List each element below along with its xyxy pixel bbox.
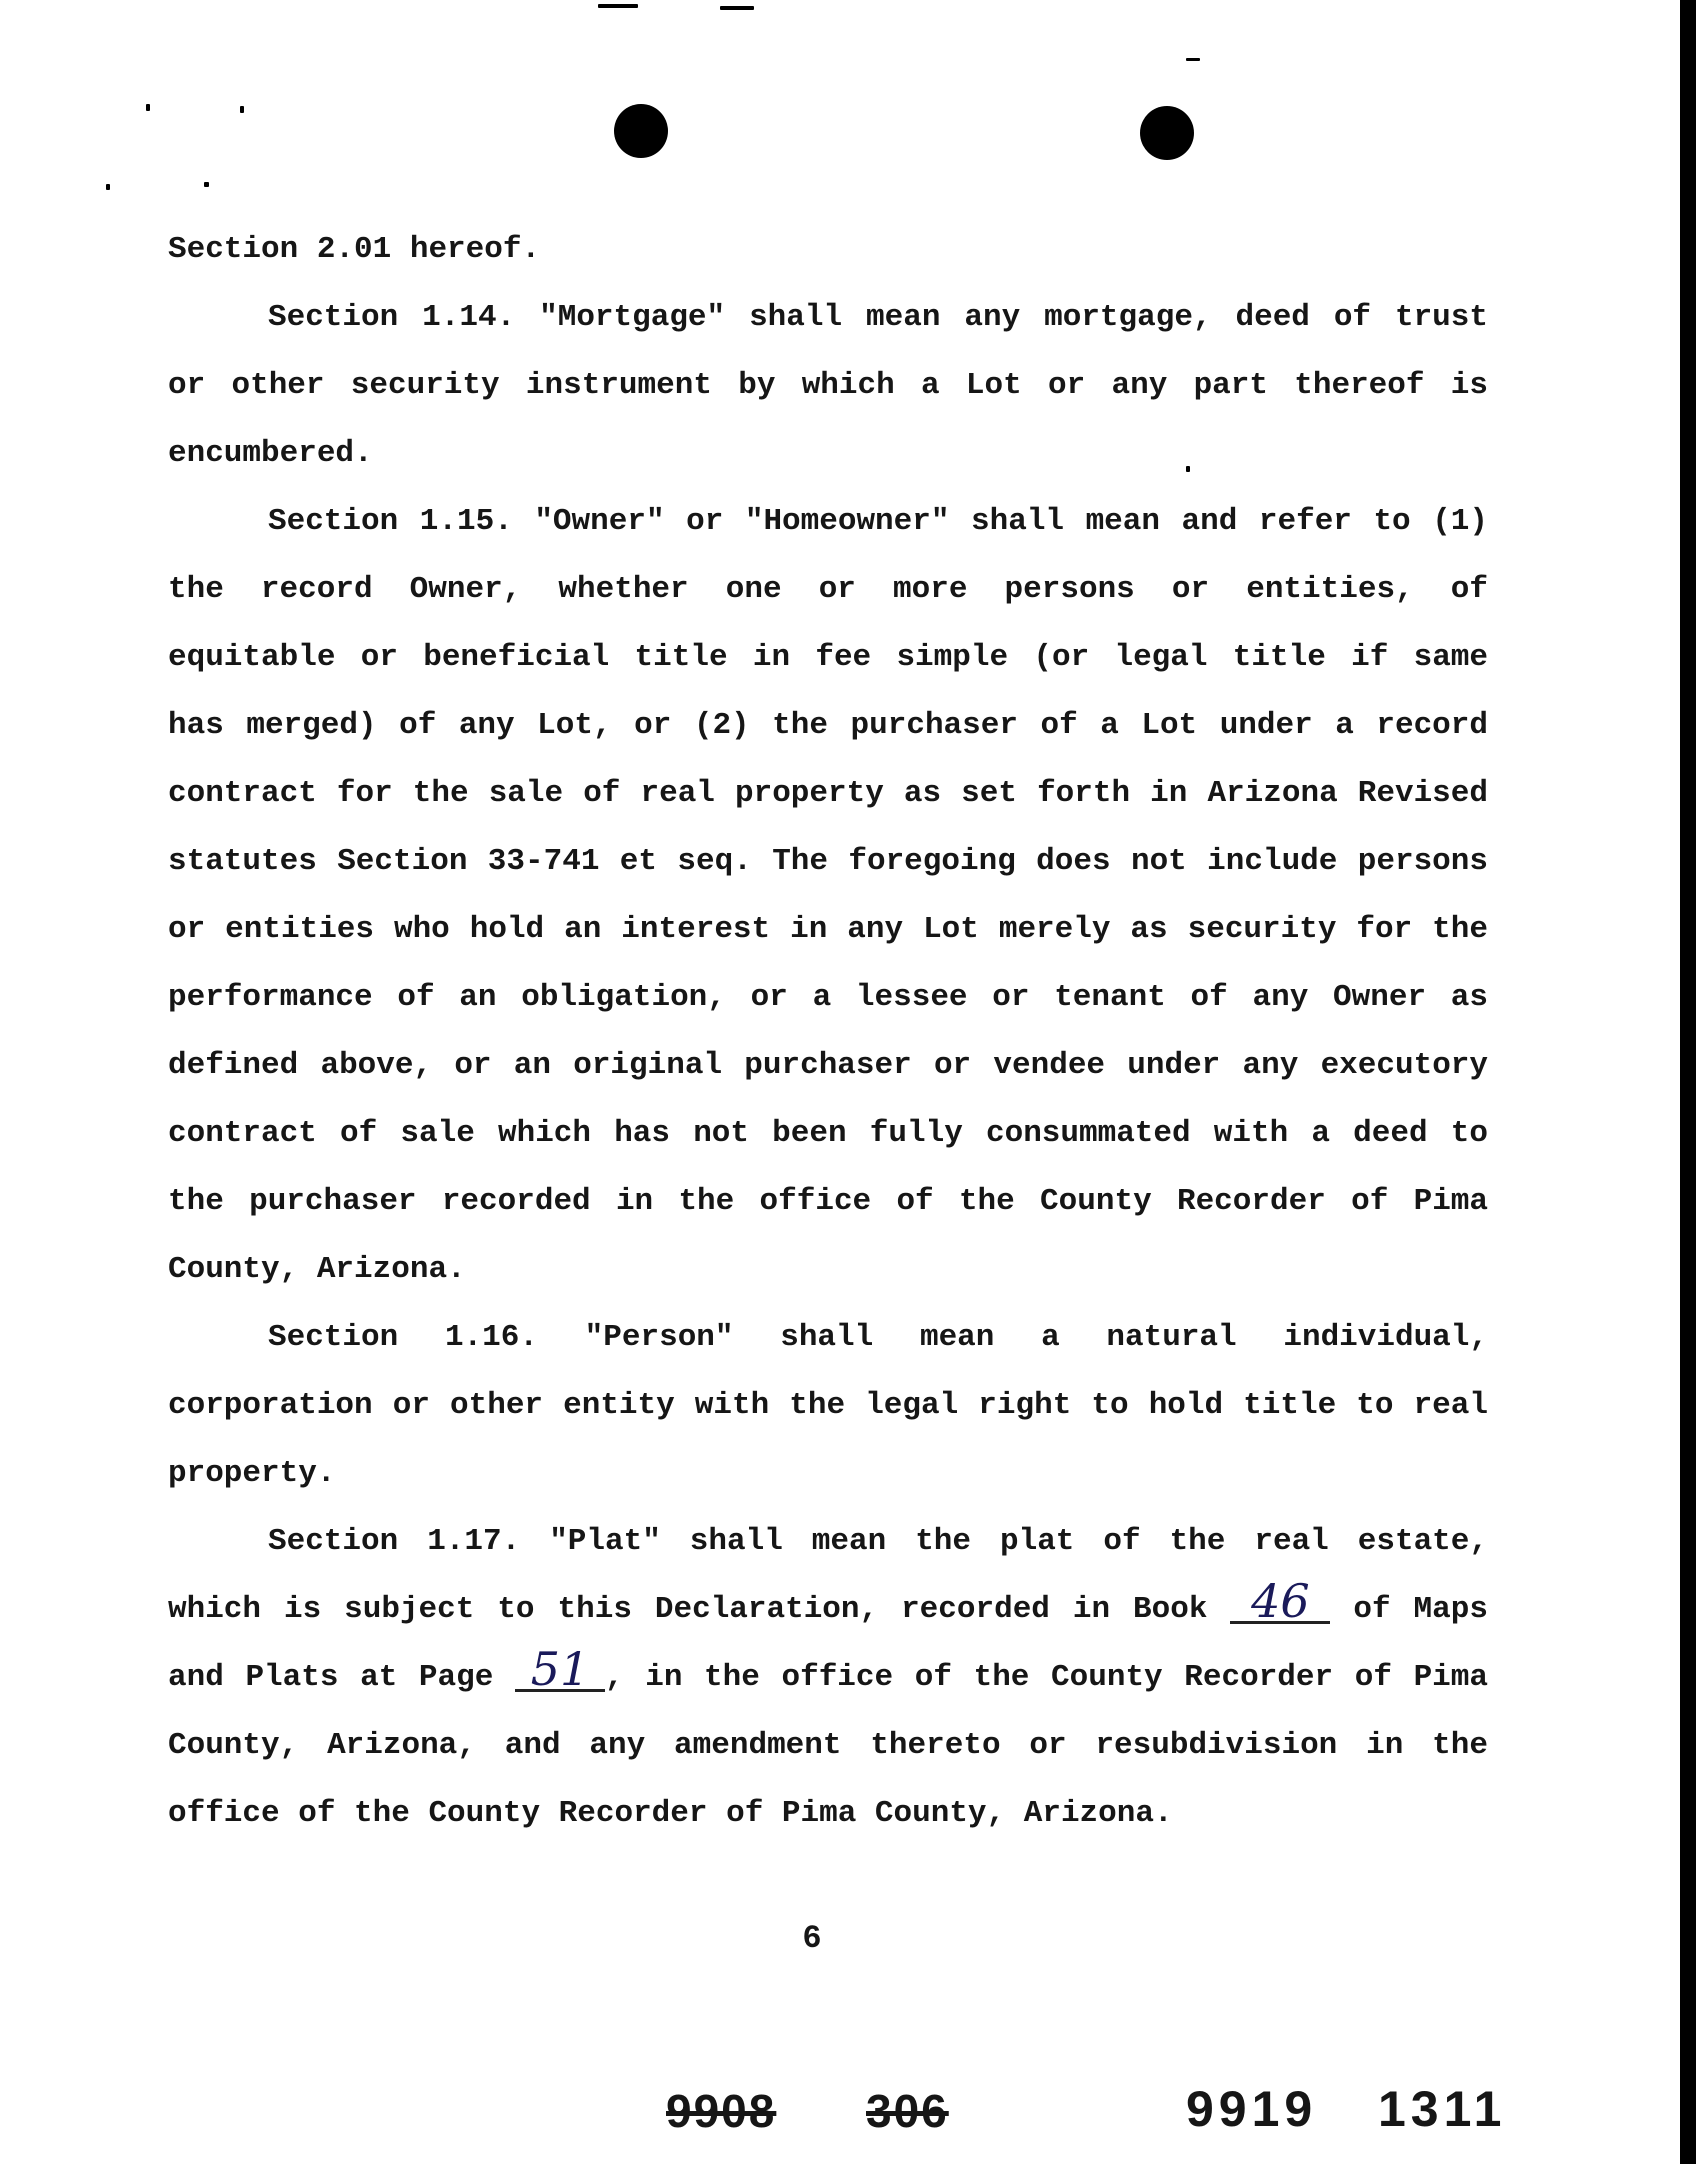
section-1-15-paragraph: Section 1.15. "Owner" or "Homeowner" shall mean and refer to (1) the record Owner, whether one or more persons or entities, of equitable or beneficial title in fee simple (or legal title if same has merged) of any Lot, or (2) the purchaser of a Lot under a record contract for the sale of real property as set forth in Arizona Revised statutes Section 33-741 et seq. The foregoing does not include persons or entities who hold an interest in any Lot merely as security for the performance of an obligation, or a lessee or tenant of any Owner as defined above, or an original purchaser or vendee under any executory contract of sale which has not been fully consummated with a deed to the purchaser recorded in the office of the County Recorder of Pima County, Arizona. xyxy=(168,504,1488,1287)
scan-speck xyxy=(204,182,209,187)
section-1-17-text-end: , in the office of the County Recorder of Pima County, Arizona, and any amendment thereto or resubdivision in the office of the County Recorder of Pima County, Arizona. xyxy=(168,1660,1488,1831)
section-1-17-text-middle: of Maps and Plats at Page xyxy=(168,1592,1488,1695)
handwritten-page-number: 51 xyxy=(515,1649,605,1692)
punch-hole-left xyxy=(614,104,668,158)
continuation-paragraph: Section 2.01 hereof. xyxy=(168,232,541,267)
scan-speck xyxy=(240,106,244,113)
struck-out-number: 306 xyxy=(866,2085,949,2137)
recording-page-number: 1311 xyxy=(1378,2081,1507,2137)
punch-hole-right xyxy=(1140,106,1194,160)
page-number: 6 xyxy=(802,1920,822,1957)
document-body xyxy=(168,216,1488,1848)
scan-edge xyxy=(1680,0,1696,2164)
recording-docket-number: 9919 xyxy=(1186,2081,1318,2137)
scan-speck xyxy=(146,104,150,111)
section-1-14-paragraph: Section 1.14. "Mortgage" shall mean any mortgage, deed of trust or other security instrument by which a Lot or any part thereof is encumbered. xyxy=(168,300,1488,471)
scan-speck xyxy=(1186,58,1200,61)
scan-speck xyxy=(720,6,754,10)
section-1-16-paragraph: Section 1.16. "Person" shall mean a natural individual, corporation or other entity with the legal right to hold title to real property. xyxy=(168,1320,1488,1491)
handwritten-book-number: 46 xyxy=(1230,1581,1330,1624)
struck-out-number: 9908 xyxy=(666,2085,777,2137)
scan-speck xyxy=(106,184,110,190)
section-1-17-text-start: Section 1.17. "Plat" shall mean the plat of the real estate, which is subject to this Declaration, recorded in Book xyxy=(168,1524,1488,1627)
section-1-17-paragraph xyxy=(168,1508,1488,1848)
scan-speck xyxy=(598,4,638,8)
